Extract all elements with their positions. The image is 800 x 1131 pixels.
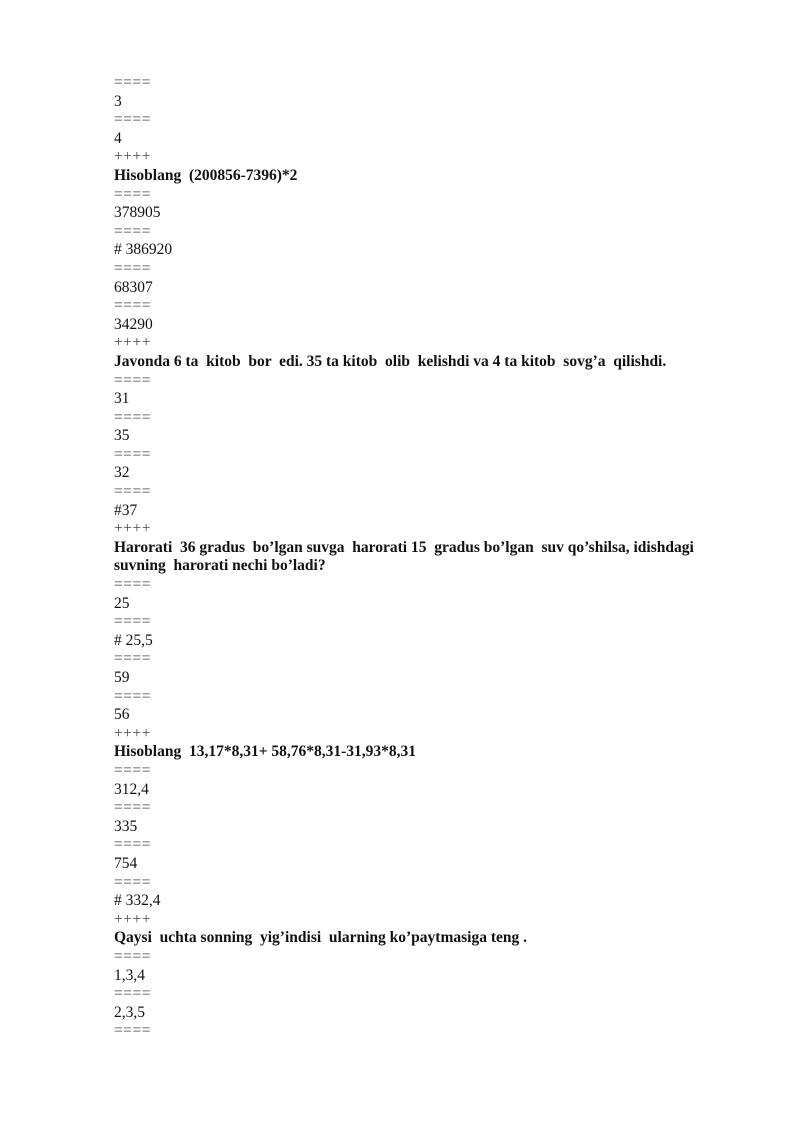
separator-line: ==== xyxy=(114,74,151,91)
answer-option: 56 xyxy=(114,706,130,724)
answer-option: 1,3,4 xyxy=(114,966,145,984)
separator-line: ==== xyxy=(114,445,151,463)
question-text: suvning harorati nechi bo’ladi? xyxy=(114,557,326,575)
answer-option: 59 xyxy=(114,669,130,686)
separator-line: ==== xyxy=(114,111,151,129)
separator-line: ==== xyxy=(114,1022,151,1040)
answer-option: 754 xyxy=(114,854,138,872)
answer-option: 25 xyxy=(114,594,130,612)
separator-line: ==== xyxy=(114,985,151,1003)
separator-line: ==== xyxy=(114,761,151,779)
separator-line: ==== xyxy=(114,687,151,705)
separator-line: ++++ xyxy=(114,148,151,166)
separator-line: ==== xyxy=(114,408,151,426)
answer-option: # 332,4 xyxy=(114,892,161,910)
answer-option: 35 xyxy=(114,427,130,445)
answer-option: 31 xyxy=(114,390,130,408)
separator-line: ++++ xyxy=(114,724,151,742)
answer-option: 312,4 xyxy=(114,780,149,798)
separator-line: ++++ xyxy=(114,520,151,538)
separator-line: ==== xyxy=(114,650,151,668)
separator-line: ==== xyxy=(114,836,151,854)
answer-option: # 386920 xyxy=(114,241,173,259)
separator-line: ==== xyxy=(114,799,151,817)
question-text: Javonda 6 ta kitob bor edi. 35 ta kitob olib kelishdi va 4 ta kitob sovg’a qilishdi. xyxy=(114,352,667,370)
answer-option: 68307 xyxy=(114,278,153,296)
answer-option: # 25,5 xyxy=(114,631,153,649)
answer-option: 4 xyxy=(114,129,122,147)
separator-line: ==== xyxy=(114,222,151,240)
separator-line: ==== xyxy=(114,185,151,203)
separator-line: ==== xyxy=(114,259,151,277)
separator-line: ==== xyxy=(114,613,151,631)
question-text: Hisoblang (200856-7396)*2 xyxy=(114,166,298,184)
separator-line: ==== xyxy=(114,371,151,389)
separator-line: ==== xyxy=(114,483,151,501)
separator-line: ==== xyxy=(114,873,151,891)
answer-option: 32 xyxy=(114,464,130,482)
question-text: Hisoblang 13,17*8,31+ 58,76*8,31-31,93*8,31 xyxy=(114,743,417,761)
document-body xyxy=(114,74,754,1041)
answer-option: 34290 xyxy=(114,315,153,333)
answer-option: 335 xyxy=(114,817,138,835)
answer-option: 378905 xyxy=(114,204,161,222)
answer-option: 3 xyxy=(114,92,122,110)
separator-line: ==== xyxy=(114,297,151,315)
question-text: Harorati 36 gradus bo’lgan suvga harorati 15 gradus bo’lgan suv qo’shilsa, idishdagi xyxy=(114,538,694,556)
separator-line: ==== xyxy=(114,576,151,594)
separator-line: ==== xyxy=(114,947,151,965)
separator-line: ++++ xyxy=(114,910,151,928)
answer-option: #37 xyxy=(114,501,138,519)
question-text: Qaysi uchta sonning yig’indisi ularning ko’paytmasiga teng . xyxy=(114,929,527,947)
answer-option: 2,3,5 xyxy=(114,1003,145,1021)
separator-line: ++++ xyxy=(114,334,151,352)
